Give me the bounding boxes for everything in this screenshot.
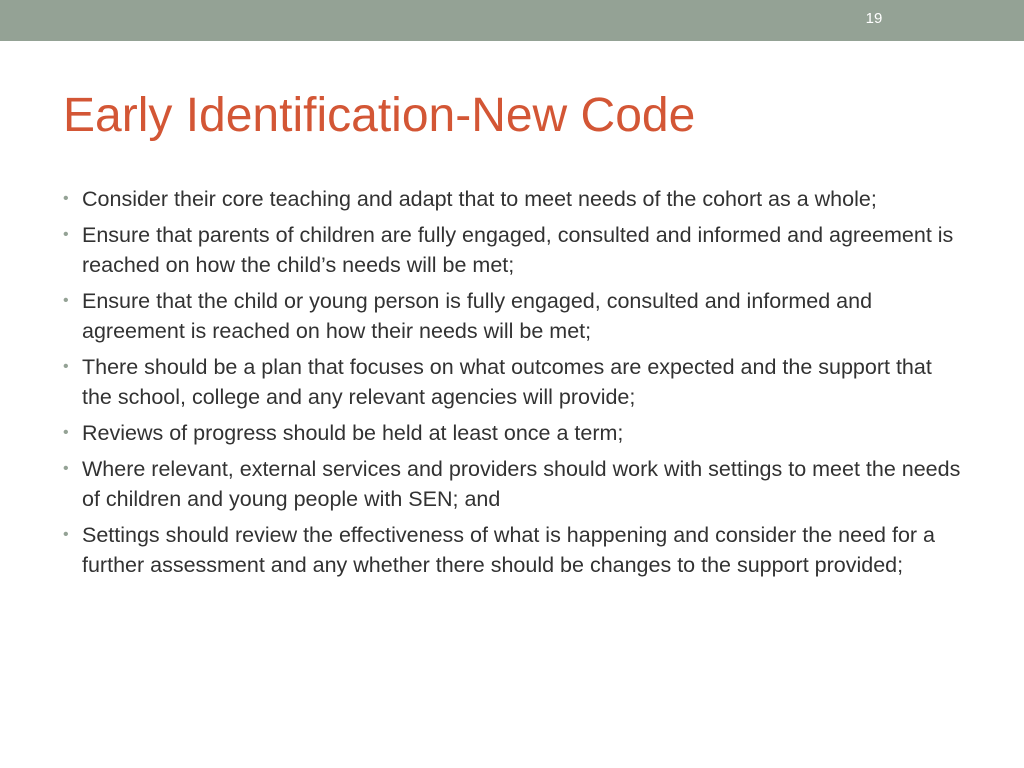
slide-title: Early Identification-New Code	[63, 89, 696, 142]
bullet-text: There should be a plan that focuses on what outcomes are expected and the support that the school, college and any relevant agencies will provide;	[82, 355, 932, 409]
bullet-icon: •	[63, 292, 69, 309]
bullet-text: Reviews of progress should be held at least once a term;	[82, 421, 624, 445]
bullet-item	[63, 418, 963, 448]
bullet-item	[63, 520, 963, 580]
bullet-item	[63, 352, 963, 412]
bullet-item	[63, 286, 963, 346]
bullet-icon: •	[63, 526, 69, 543]
bullet-text: Ensure that parents of children are fully engaged, consulted and informed and agreement is reached on how the child’s needs will be met;	[82, 223, 954, 277]
bullet-text: Consider their core teaching and adapt that to meet needs of the cohort as a whole;	[82, 187, 877, 211]
bullet-icon: •	[63, 358, 69, 375]
bullet-icon: •	[63, 460, 69, 477]
slide-number: 19	[865, 10, 883, 27]
bullet-text: Ensure that the child or young person is fully engaged, consulted and informed and agreement is reached on how their needs will be met;	[82, 289, 873, 343]
top-bar	[0, 0, 1024, 41]
bullet-item	[63, 184, 963, 214]
bullet-icon: •	[63, 424, 69, 441]
bullet-item	[63, 220, 963, 280]
bullet-item	[63, 454, 963, 514]
bullet-text: Settings should review the effectiveness of what is happening and consider the need for a further assessment and any whether there should be changes to the support provided;	[82, 523, 935, 577]
bullet-icon: •	[63, 190, 69, 207]
bullet-text: Where relevant, external services and providers should work with settings to meet the needs of children and young people with SEN; and	[82, 457, 961, 511]
bullet-icon: •	[63, 226, 69, 243]
bullet-list	[63, 184, 963, 586]
